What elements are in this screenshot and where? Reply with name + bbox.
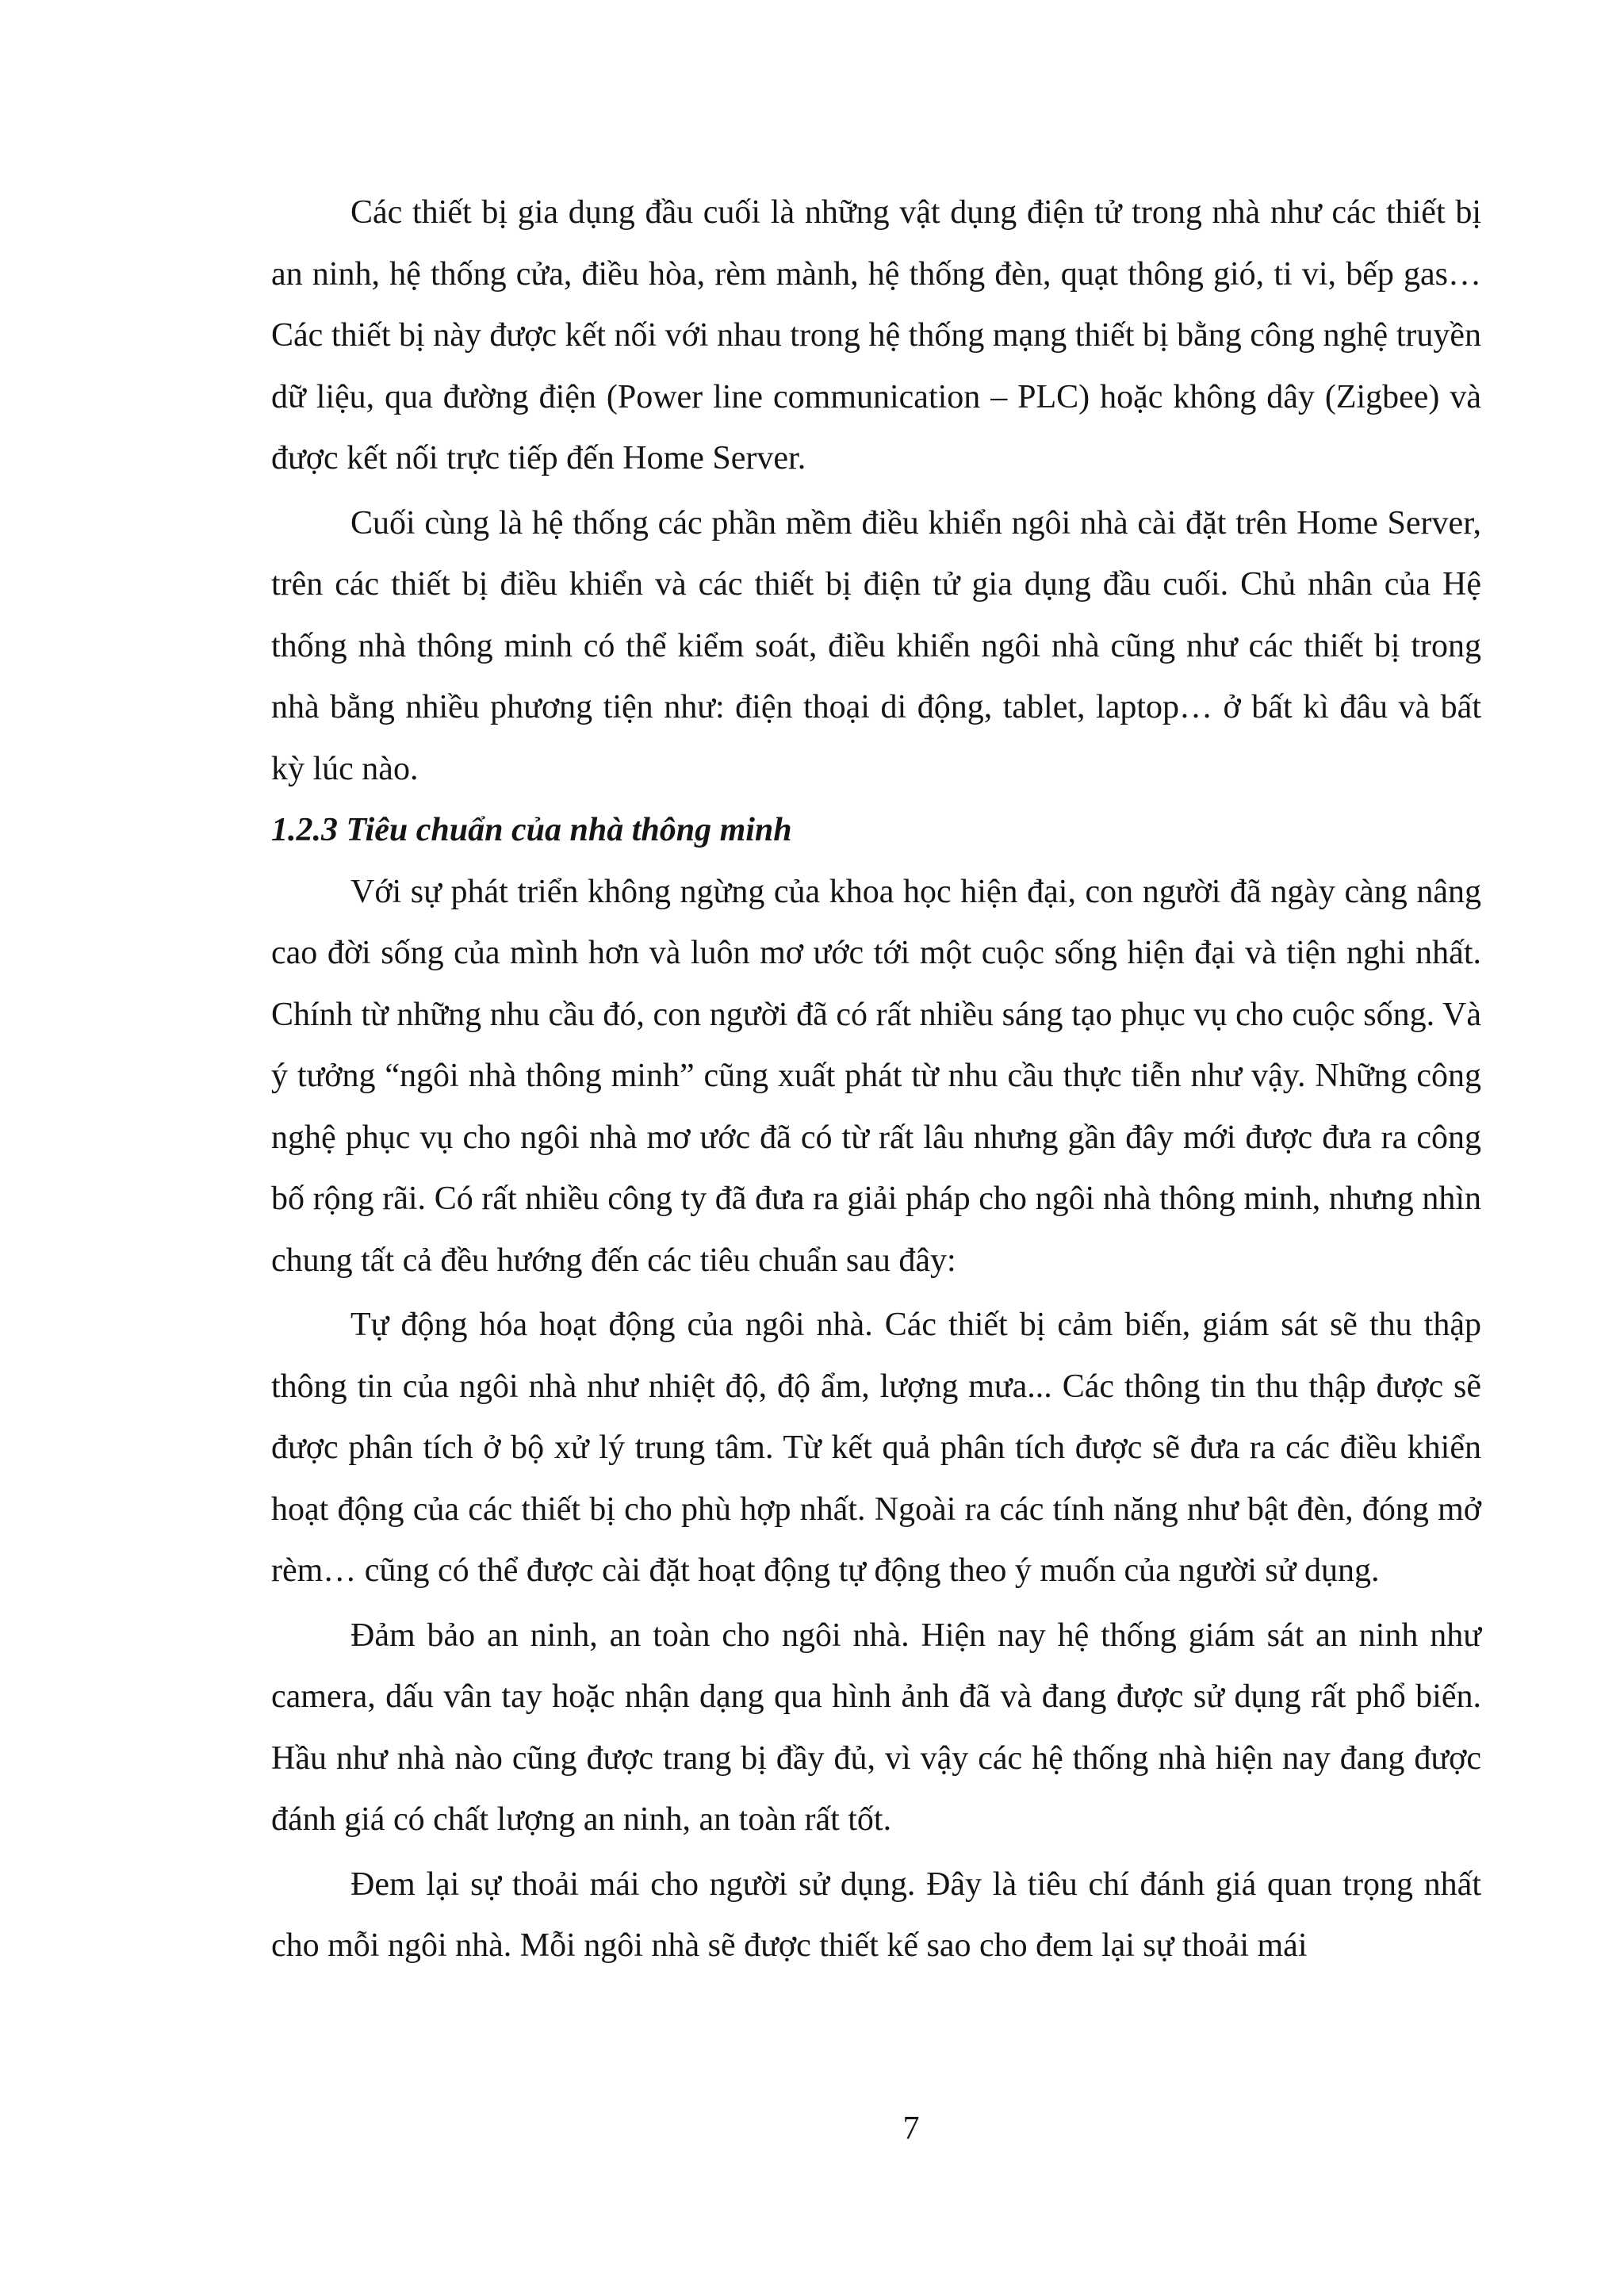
paragraph-security: Đảm bảo an ninh, an toàn cho ngôi nhà. Hiện nay hệ thống giám sát an ninh như camera, dấu vân tay hoặc nhận dạng qua hình ảnh đã và đang được sử dụng rất phổ biến. Hầu như nhà nào cũng được trang bị đầy đủ, vì vậy các hệ thống nhà hiện nay đang được đánh giá có chất lượng an ninh, an toàn rất tốt. (271, 1617, 1481, 1838)
paragraph-control-software: Cuối cùng là hệ thống các phần mềm điều khiển ngôi nhà cài đặt trên Home Server, trên các thiết bị điều khiển và các thiết bị điện tử gia dụng đầu cuối. Chủ nhân của Hệ thống nhà thông minh có thể kiểm soát, điều khiển ngôi nhà cũng như các thiết bị trong nhà bằng nhiều phương tiện như: điện thoại di động, tablet, laptop… ở bất kì đâu và bất kỳ lúc nào. (271, 504, 1481, 787)
paragraph-automation: Tự động hóa hoạt động của ngôi nhà. Các thiết bị cảm biến, giám sát sẽ thu thập thông tin của ngôi nhà như nhiệt độ, độ ẩm, lượng mưa... Các thông tin thu thập được sẽ được phân tích ở bộ xử lý trung tâm. Từ kết quả phân tích được sẽ đưa ra các điều khiển hoạt động của các thiết bị cho phù hợp nhất. Ngoài ra các tính năng như bật đèn, đóng mở rèm… cũng có thể được cài đặt hoạt động tự động theo ý muốn của người sử dụng. (271, 1307, 1481, 1589)
section-heading: 1.2.3 Tiêu chuẩn của nhà thông minh (271, 812, 792, 848)
page-body (271, 182, 1481, 1977)
paragraph-end-devices: Các thiết bị gia dụng đầu cuối là những vật dụng điện tử trong nhà như các thiết bị an ninh, hệ thống cửa, điều hòa, rèm mành, hệ thống đèn, quạt thông gió, ti vi, bếp gas… Các thiết bị này được kết nối với nhau trong hệ thống mạng thiết bị bằng công nghệ truyền dữ liệu, qua đường điện (Power line communication – PLC) hoặc không dây (Zigbee) và được kết nối trực tiếp đến Home Server. (271, 194, 1481, 476)
paragraph-comfort: Đem lại sự thoải mái cho người sử dụng. Đây là tiêu chí đánh giá quan trọng nhất cho mỗi ngôi nhà. Mỗi ngôi nhà sẽ được thiết kế sao cho đem lại sự thoải mái (271, 1866, 1481, 1964)
page-number: 7 (902, 2110, 920, 2147)
paragraph-introduction: Với sự phát triển không ngừng của khoa học hiện đại, con người đã ngày càng nâng cao đời sống của mình hơn và luôn mơ ước tới một cuộc sống hiện đại và tiện nghi nhất. Chính từ những nhu cầu đó, con người đã có rất nhiều sáng tạo phục vụ cho cuộc sống. Và ý tưởng “ngôi nhà thông minh” cũng xuất phát từ nhu cầu thực tiễn như vậy. Những công nghệ phục vụ cho ngôi nhà mơ ước đã có từ rất lâu nhưng gần đây mới được đưa ra công bố rộng rãi. Có rất nhiều công ty đã đưa ra giải pháp cho ngôi nhà thông minh, nhưng nhìn chung tất cả đều hướng đến các tiêu chuẩn sau đây: (271, 873, 1481, 1279)
